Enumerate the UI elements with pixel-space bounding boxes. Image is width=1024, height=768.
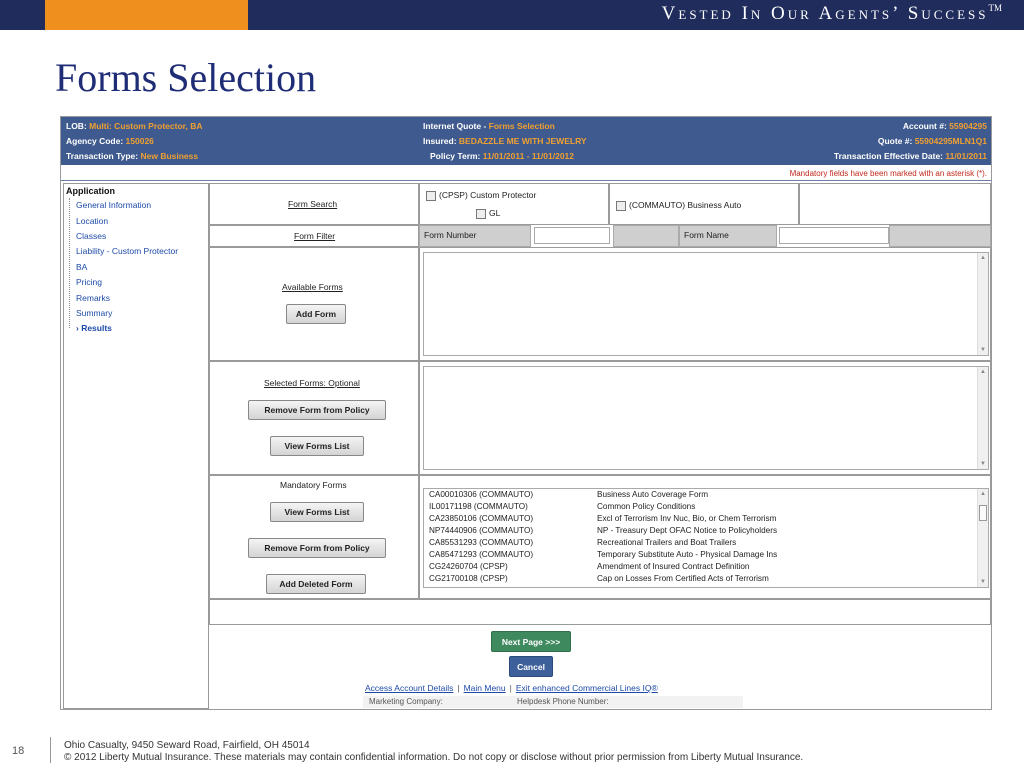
view-forms-list-button[interactable]: View Forms List bbox=[270, 436, 364, 456]
list-item[interactable]: CA23850106 (COMMAUTO) Excl of Terrorism Inv Nuc, Bio, or Chem Terrorism bbox=[429, 514, 777, 523]
available-scrollbar[interactable]: ▲ ▼ bbox=[977, 253, 988, 355]
spacer-row bbox=[209, 599, 991, 625]
mandatory-remove-form-button[interactable]: Remove Form from Policy bbox=[248, 538, 386, 558]
form-filter-label-cell bbox=[209, 225, 419, 247]
forms-panel bbox=[209, 183, 991, 709]
form-search-label-cell bbox=[209, 183, 419, 225]
add-form-button[interactable]: Add Form bbox=[286, 304, 346, 324]
selected-forms-list[interactable] bbox=[423, 366, 989, 470]
available-forms-list[interactable] bbox=[423, 252, 989, 356]
form-name-label: Form Name bbox=[679, 225, 777, 247]
list-item[interactable]: NP74440906 (COMMAUTO) NP - Treasury Dept OFAC Notice to Policyholders bbox=[429, 526, 778, 535]
effective-date: Transaction Effective Date: 11/01/2011 bbox=[833, 151, 987, 161]
cancel-button[interactable]: Cancel bbox=[509, 656, 553, 677]
lob-field: LOB: Multi: Custom Protector, BA bbox=[66, 121, 203, 131]
quote-header bbox=[61, 117, 991, 165]
gl-option: GL bbox=[476, 208, 500, 219]
filter-spacer bbox=[613, 225, 679, 247]
cpsp-checkbox[interactable] bbox=[426, 191, 436, 201]
sidebar-item-location[interactable]: Location bbox=[76, 216, 109, 226]
tree-connector bbox=[69, 198, 70, 328]
sidebar-item-summary[interactable]: Summary bbox=[76, 308, 113, 318]
sidebar-item-pricing[interactable]: Pricing bbox=[76, 277, 102, 287]
filter-spacer-right bbox=[889, 225, 991, 247]
footer-divider bbox=[50, 737, 51, 763]
list-item[interactable]: CA85531293 (COMMAUTO) Recreational Trailers and Boat Trailers bbox=[429, 538, 737, 547]
footer-links: Access Account Details | Main Menu | Exit enhanced Commercial Lines IQ® bbox=[365, 683, 658, 693]
mandatory-forms-list-cell bbox=[419, 475, 991, 599]
available-forms-cell bbox=[209, 247, 419, 361]
contact-info-row bbox=[363, 696, 743, 708]
footer-copyright: © 2012 Liberty Mutual Insurance. These materials may contain confidential information. Do not copy or disclose without prior permission from Liberty Mutual Insurance. bbox=[64, 752, 804, 763]
add-deleted-form-button[interactable]: Add Deleted Form bbox=[266, 574, 366, 594]
list-item[interactable]: CA85471293 (COMMAUTO) Temporary Substitute Auto - Physical Damage Ins bbox=[429, 550, 778, 559]
sidebar-item-classes[interactable]: Classes bbox=[76, 231, 107, 241]
cpsp-option: (CPSP) Custom Protector bbox=[426, 190, 536, 201]
tagline: Vested In Our Agents’ Success™ bbox=[661, 3, 1002, 24]
mandatory-view-forms-list-button[interactable]: View Forms List bbox=[270, 502, 364, 522]
helpdesk-phone-label: Helpdesk Phone Number: bbox=[517, 697, 609, 706]
account-number: Account #: 55904295 bbox=[902, 121, 987, 131]
quote-title: Internet Quote - Forms Selection bbox=[423, 121, 555, 131]
policy-term: Policy Term: 11/01/2011 - 11/01/2012 bbox=[430, 151, 574, 161]
next-page-button[interactable]: Next Page >>> bbox=[491, 631, 571, 652]
transaction-type: Transaction Type: New Business bbox=[66, 151, 199, 161]
form-search-label: Form Search bbox=[288, 199, 338, 209]
list-item[interactable]: IL00171198 (COMMAUTO) Common Policy Conditions bbox=[429, 502, 696, 511]
scroll-thumb[interactable] bbox=[979, 505, 987, 521]
sidebar-item-remarks[interactable]: Remarks bbox=[76, 293, 111, 303]
sidebar-item-results[interactable]: › Results bbox=[76, 323, 112, 333]
mandatory-forms-cell bbox=[209, 475, 419, 599]
page-number: 18 bbox=[12, 745, 25, 757]
sidebar-item-general-information[interactable]: General Information bbox=[76, 200, 152, 210]
form-name-input[interactable] bbox=[779, 227, 889, 244]
access-account-details-link[interactable]: Access Account Details bbox=[365, 683, 454, 693]
sidebar-item-ba[interactable]: BA bbox=[76, 262, 88, 272]
main-menu-link[interactable]: Main Menu bbox=[463, 683, 506, 693]
sidebar-title: Application bbox=[66, 186, 115, 196]
form-search-options-a bbox=[419, 183, 609, 225]
selected-forms-label: Selected Forms: Optional bbox=[264, 378, 360, 388]
exit-link[interactable]: Exit enhanced Commercial Lines IQ® bbox=[515, 683, 658, 693]
form-search-options-b bbox=[609, 183, 799, 225]
sidebar-item-liability[interactable]: Liability - Custom Protector bbox=[76, 246, 179, 256]
mandatory-forms-label: Mandatory Forms bbox=[280, 480, 347, 490]
available-forms-label: Available Forms bbox=[282, 282, 343, 292]
list-item[interactable]: CG24260704 (CPSP) Amendment of Insured Contract Definition bbox=[429, 562, 750, 571]
form-number-input[interactable] bbox=[534, 227, 610, 244]
mandatory-scrollbar[interactable]: ▲ ▼ bbox=[977, 489, 988, 587]
divider bbox=[61, 180, 991, 181]
empty-cell bbox=[799, 183, 991, 225]
footer-address: Ohio Casualty, 9450 Seward Road, Fairfield, OH 45014 bbox=[64, 740, 310, 751]
selected-forms-cell bbox=[209, 361, 419, 475]
mandatory-forms-list[interactable] bbox=[423, 488, 989, 588]
selected-scrollbar[interactable]: ▲ ▼ bbox=[977, 367, 988, 469]
insured-name: Insured: BEDAZZLE ME WITH JEWELRY bbox=[423, 136, 587, 146]
application-sidebar bbox=[63, 183, 209, 709]
slide-title: Forms Selection bbox=[55, 55, 317, 100]
gl-checkbox[interactable] bbox=[476, 209, 486, 219]
mandatory-fields-note: Mandatory fields have been marked with an asterisk (*). bbox=[789, 169, 987, 178]
orange-accent-block bbox=[45, 0, 248, 30]
commauto-option: (COMMAUTO) Business Auto bbox=[616, 200, 741, 211]
marketing-company-label: Marketing Company: bbox=[369, 697, 443, 706]
list-item[interactable]: CA00010306 (COMMAUTO) Business Auto Coverage Form bbox=[429, 490, 709, 499]
selected-forms-list-cell bbox=[419, 361, 991, 475]
available-forms-list-cell bbox=[419, 247, 991, 361]
form-number-label: Form Number bbox=[419, 225, 531, 247]
app-window bbox=[60, 116, 992, 710]
list-item[interactable]: CG21700108 (CPSP) Cap on Losses From Certified Acts of Terrorism bbox=[429, 574, 769, 583]
commauto-checkbox[interactable] bbox=[616, 201, 626, 211]
quote-number: Quote #: 55904295MLN1Q1 bbox=[877, 136, 987, 146]
agency-code: Agency Code: 150026 bbox=[66, 136, 154, 146]
form-filter-label: Form Filter bbox=[294, 231, 336, 241]
remove-form-button[interactable]: Remove Form from Policy bbox=[248, 400, 386, 420]
